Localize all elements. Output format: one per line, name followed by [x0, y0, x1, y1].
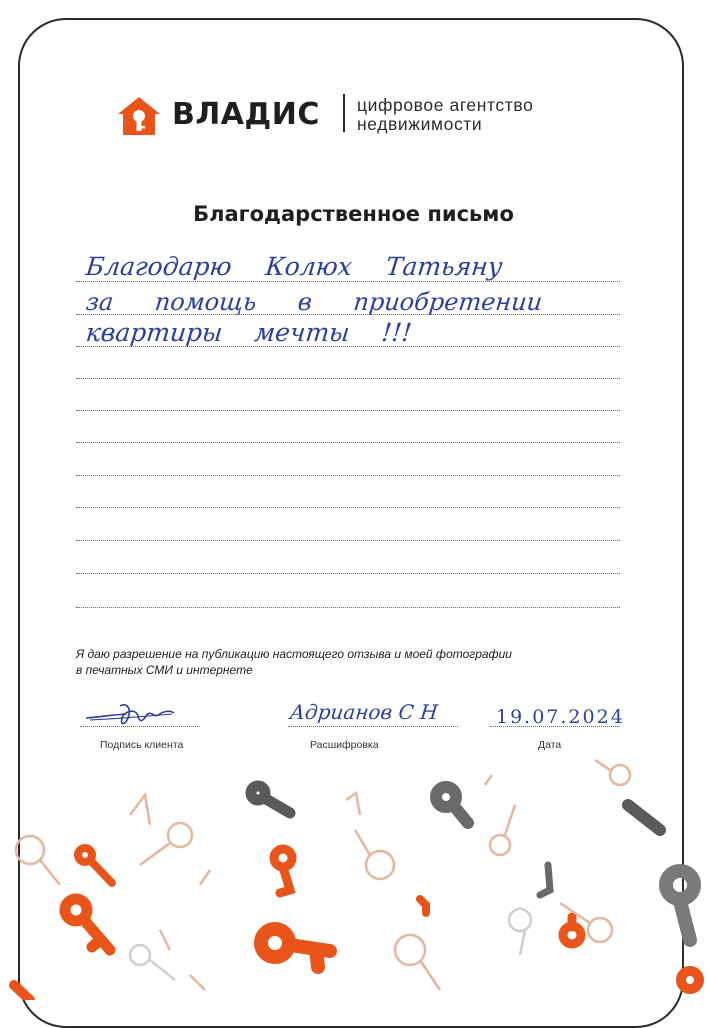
gray-key-5	[540, 865, 550, 895]
orange-key-7	[14, 971, 699, 1000]
tagline-line-1: цифровое агентство	[357, 95, 534, 115]
orange-key-5	[563, 917, 581, 944]
gray-key-2	[436, 787, 468, 823]
handwritten-line-1: Благодарю Колюх Татьяну	[84, 252, 504, 281]
orange-key-3	[65, 899, 110, 950]
orange-key-1	[274, 849, 292, 893]
keys-pattern	[0, 755, 707, 1000]
ruled-line	[76, 507, 620, 508]
signature-label: Подпись клиента	[100, 739, 184, 751]
ruled-line	[76, 281, 620, 282]
orange-key-6	[420, 899, 426, 913]
ruled-line	[76, 475, 620, 476]
date-value: 19.07.2024	[496, 706, 625, 728]
ruled-line	[76, 540, 620, 541]
permission-line-1: Я даю разрешение на публикацию настоящего отзыва и моей фотографии	[76, 647, 512, 661]
gray-key-4	[666, 871, 694, 940]
decoding-value: Адрианов С Н	[288, 700, 440, 724]
gray-key-3	[628, 805, 660, 830]
logo-divider	[343, 94, 345, 132]
ruled-line	[76, 607, 620, 608]
brand-name: ВЛАДИС	[172, 97, 320, 132]
permission-text	[76, 646, 596, 678]
ruled-line	[76, 442, 620, 443]
decoding-label: Расшифровка	[310, 739, 379, 751]
date-label: Дата	[538, 739, 562, 751]
ruled-line	[76, 410, 620, 411]
brand-tagline	[357, 96, 533, 134]
decoding-line	[288, 726, 458, 727]
permission-line-2: в печатных СМИ и интернете	[76, 663, 253, 677]
signature-line	[80, 726, 200, 727]
handwritten-line-3: квартиры мечты !!!	[84, 318, 414, 347]
ruled-line	[76, 573, 620, 574]
gray-key-1	[251, 786, 290, 813]
orange-key-2	[78, 848, 112, 883]
letter-title: Благодарственное письмо	[193, 202, 514, 226]
handwritten-line-2: за помощь в приобретении	[84, 288, 544, 316]
orange-key-4	[261, 929, 330, 967]
house-key-icon	[117, 96, 161, 136]
ruled-line	[76, 378, 620, 379]
date-line	[490, 726, 620, 727]
tagline-line-2: недвижимости	[357, 114, 483, 134]
